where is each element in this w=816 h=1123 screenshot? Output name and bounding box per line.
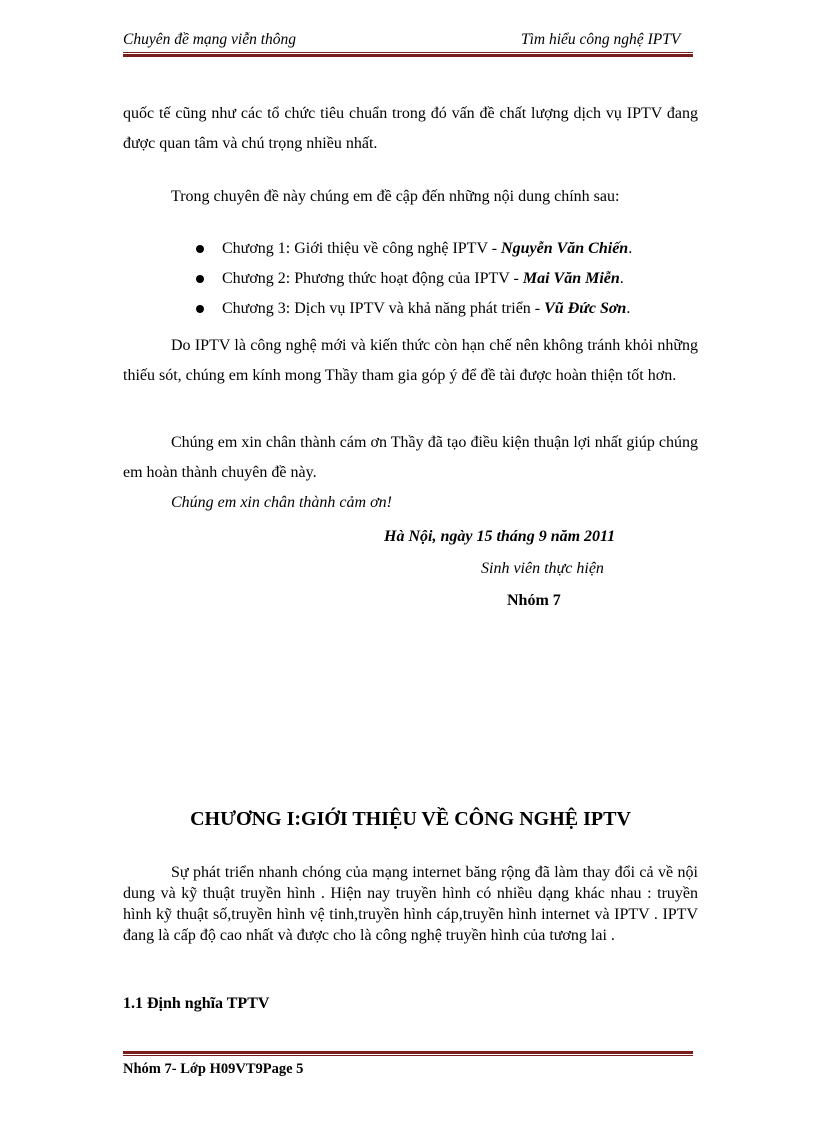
list-item bbox=[196, 294, 696, 324]
list-item-end: . bbox=[619, 270, 624, 287]
list-item-text: Chương 1: Giới thiệu về công nghệ IPTV - bbox=[222, 240, 502, 257]
bullet-icon bbox=[196, 245, 204, 253]
thanks-line: Chúng em xin chân thành cảm ơn! bbox=[171, 494, 392, 511]
signature-role: Sinh viên thực hiện bbox=[481, 560, 604, 577]
chapter-body: Sự phát triển nhanh chóng của mạng internet băng rộng đã làm thay đổi cả về nội dung và kỹ thuật truyền hình . Hiện nay truyền hình có nhiều dạng khác nhau : truyền hình kỹ thuật số,truyền hình vệ tinh,truyền hình cáp,truyền hình internet và IPTV . IPTV đang là cấp độ cao nhất và được cho là công nghệ truyền hình của tương lai . bbox=[123, 864, 698, 944]
list-item bbox=[196, 234, 696, 264]
footer-text: Nhóm 7- Lớp H09VT9Page 5 bbox=[123, 1061, 304, 1077]
chapter-list bbox=[196, 234, 696, 324]
list-item-author: Vũ Đức Sơn bbox=[544, 300, 627, 317]
signature-group: Nhóm 7 bbox=[507, 592, 561, 609]
list-item-end: . bbox=[626, 300, 631, 317]
header-left: Chuyên đề mạng viễn thông bbox=[123, 31, 297, 48]
section-heading: 1.1 Định nghĩa TPTV bbox=[123, 995, 270, 1012]
list-item-text: Chương 2: Phương thức hoạt động của IPTV - bbox=[222, 270, 523, 287]
chapter-title: CHƯƠNG I:GIỚI THIỆU VỀ CÔNG NGHỆ IPTV bbox=[190, 808, 631, 830]
intro-paragraph-2: Trong chuyên đề này chúng em đề cập đến những nội dung chính sau: bbox=[171, 188, 620, 205]
list-item-text: Chương 3: Dịch vụ IPTV và khả năng phát triển - bbox=[222, 300, 545, 317]
bullet-icon bbox=[196, 305, 204, 313]
intro-paragraph-1: quốc tế cũng như các tổ chức tiêu chuẩn trong đó vấn đề chất lượng dịch vụ IPTV đang được quan tâm và chú trọng nhiều nhất. bbox=[123, 105, 698, 152]
list-item-end: . bbox=[628, 240, 633, 257]
list-item-author: Mai Văn Miễn bbox=[522, 270, 620, 287]
header-rule bbox=[123, 52, 693, 57]
footer-rule bbox=[123, 1051, 693, 1056]
list-item bbox=[196, 264, 696, 294]
intro-paragraph-3: Do IPTV là công nghệ mới và kiến thức còn hạn chế nên không tránh khỏi những thiếu sót, chúng em kính mong Thầy tham gia góp ý để đề tài được hoàn thiện tốt hơn. bbox=[123, 337, 698, 384]
header-right: Tìm hiểu công nghệ IPTV bbox=[521, 31, 681, 48]
intro-paragraph-4: Chúng em xin chân thành cám ơn Thầy đã tạo điều kiện thuận lợi nhất giúp chúng em hoàn thành chuyên đề này. bbox=[123, 434, 698, 481]
bullet-icon bbox=[196, 275, 204, 283]
signature-date: Hà Nội, ngày 15 tháng 9 năm 2011 bbox=[384, 528, 616, 545]
list-item-author: Nguyễn Văn Chiến bbox=[501, 240, 629, 257]
